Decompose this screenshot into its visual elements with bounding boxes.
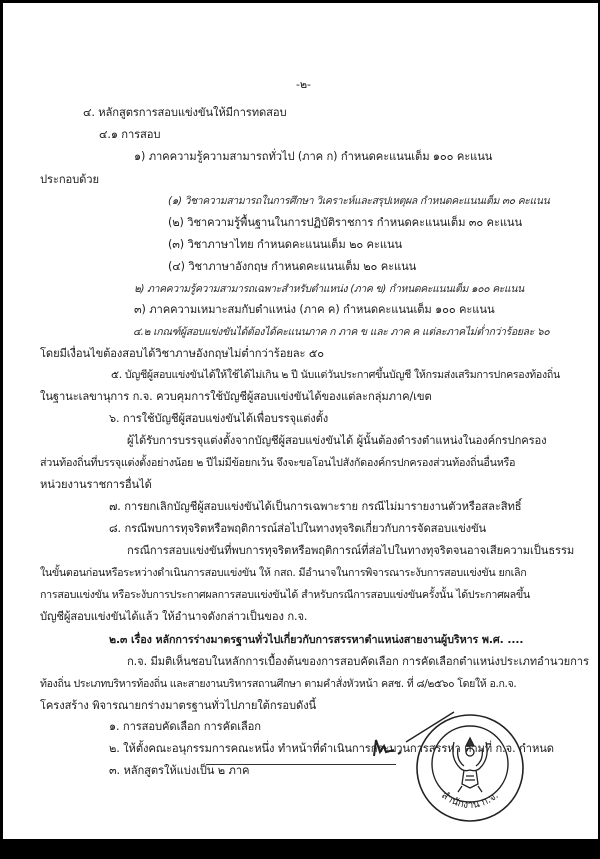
section-4-2-cont-line: โดยมีเงื่อนไขต้องสอบได้วิชาภาษอังกฤษไม่ต่ำกว่าร้อยละ ๕๐ — [40, 347, 324, 360]
part-a-line: ๑) ภาคความรู้ความสามารถทั่วไป (ภาค ก) กำหนดคะแนนเต็ม ๑๐๐ คะแนน — [134, 150, 493, 163]
section-8-para-line-3: การสอบแข่งขัน หรือระงับการประกาศผลการสอบแข่งขันได้ สำหรับกรณีการสอบแข่งขันครั้งนั้น ได้ประกาศผลขึ้น — [40, 588, 530, 601]
section-5-line: ๕. บัญชีผู้สอบแข่งขันได้ให้ใช้ได้ไม่เกิน ๒ ปี นับแต่วันประกาศขึ้นบัญชี ให้กรมส่งเสริมการปกครองท้องถิ่น — [111, 369, 560, 381]
section-6-para-line-3: หน่วยงานราชการอื่นได้ — [40, 478, 152, 491]
section-4-2-line: ๔.๒ เกณฑ์ผู้สอบแข่งขันได้ต้องได้คะแนนภาค ก ภาค ข และ ภาค ค แต่ละภาคไม่ต่ำกว่าร้อยละ ๖๐ — [133, 326, 550, 338]
agenda-2-3-para-line-1: ก.จ. มีมติเห็นชอบในหลักการเบื้องต้นของการสอบคัดเลือก การคัดเลือกตำแหน่งประเภทอำนวยการ — [127, 655, 589, 668]
section-8-para-line-1: กรณีการสอบแข่งขันที่พบการทุจริตหรือพฤติการณ์ที่ส่อไปในทางทุจริตจนอาจเสียความเป็นธรรม — [127, 544, 575, 557]
part-c-line: ๓) ภาคความเหมาะสมกับตำแหน่ง (ภาค ค) กำหนดคะแนนเต็ม ๑๐๐ คะแนน — [134, 303, 495, 316]
part-b-line: ๒) ภาคความรู้ความสามารถเฉพาะสำหรับตำแหน่ง (ภาค ข) กำหนดคะแนนเต็ม ๑๐๐ คะแนน — [134, 283, 524, 295]
section-5-cont-line: ในฐานะเลขานุการ ก.จ. ควบคุมการใช้บัญชีผู้สอบแข่งขันได้ของแต่ละกลุ่มภาค/เขต — [40, 390, 432, 403]
section-6-para-line-1: ผู้ได้รับการบรรจุแต่งตั้งจากบัญชีผู้สอบแข่งขันได้ ผู้นั้นต้องดำรงตำแหน่งในองค์กรปกครอง — [127, 434, 547, 447]
agenda-2-3-heading: ๒.๓ เรื่อง หลักการร่างมาตรฐานทั่วไปเกี่ยวกับการสรรหาตำแหน่งสายงานผู้บริหาร พ.ศ. .... — [109, 633, 524, 646]
section-4-heading: ๔. หลักสูตรการสอบแข่งขันให้มีการทดสอบ — [83, 106, 287, 119]
agenda-2-3-para-line-2: ท้องถิ่น ประเภทบริหารท้องถิ่น และสายงานบริหารสถานศึกษา ตามคำสั่งหัวหน้า คสช. ที่ ๘/๒๕๖๐ โดยให้ อ.ก.จ. — [40, 678, 517, 690]
criteria-item-3: ๓. หลักสูตรให้แบ่งเป็น ๒ ภาค — [109, 764, 250, 777]
office-seal-stamp — [414, 712, 526, 824]
section-8-heading: ๘. กรณีพบการทุจริตหรือพฤติการณ์ส่อไปในทางทุจริตเกี่ยวกับการจัดสอบแข่งขัน — [109, 522, 487, 535]
page-number: -๒- — [296, 78, 311, 91]
section-6-heading: ๖. การใช้บัญชีผู้สอบแข่งขันได้เพื่อบรรจุแต่งตั้ง — [109, 412, 329, 425]
criteria-item-2: ๒. ให้ตั้งคณะอนุกรรมการคณะหนึ่ง ทำหน้าที่ดำเนินการกระบวนการสรรหา ตามที่ ก.จ. กำหนด — [109, 742, 554, 755]
agenda-2-3-para-line-3: โครงสร้าง พิจารณายกร่างมาตรฐานทั่วไปภายใต้กรอบดังนี้ — [40, 699, 317, 712]
section-4-1-heading: ๔.๑ การสอบ — [99, 128, 161, 141]
garuda-emblem-icon — [453, 738, 487, 792]
signature-line — [206, 764, 396, 765]
section-7-line: ๗. การยกเลิกบัญชีผู้สอบแข่งขันได้เป็นการเฉพาะราย กรณีไม่มารายงานตัวหรือสละสิทธิ์ — [109, 500, 522, 513]
section-8-para-line-4: บัญชีผู้สอบแข่งขันได้แล้ว ให้อำนาจดังกล่าวเป็นของ ก.จ. — [40, 610, 308, 623]
stamp-label: สำนักงาน ก.จ. — [439, 790, 501, 812]
subject-1-line: (๑) วิชาความสามารถในการศึกษา วิเคราะห์และสรุปเหตุผล กำหนดคะแนนเต็ม ๓๐ คะแนน — [168, 195, 550, 207]
section-8-para-line-2: ในขั้นตอนก่อนหรือระหว่างดำเนินการสอบแข่งขัน ให้ กสถ. มีอำนาจในการพิจารณาระงับการสอบแข่งขัน ยกเลิก — [40, 566, 527, 579]
section-6-para-line-2: ส่วนท้องถิ่นที่บรรจุแต่งตั้งอย่างน้อย ๒ ปีไม่มีข้อยกเว้น จึงจะขอโอนไปสังกัดองค์กรปกครองส่วนท้องถิ่นอื่นหรือ — [40, 456, 516, 469]
svg-text:สำนักงาน ก.จ. — [439, 790, 500, 811]
subject-3-line: (๓) วิชาภาษาไทย กำหนดคะแนนเต็ม ๒๐ คะแนน — [168, 238, 403, 251]
consists-of-line: ประกอบด้วย — [40, 173, 99, 186]
criteria-item-1: ๑. การสอบคัดเลือก การคัดเลือก — [109, 720, 261, 733]
subject-2-line: (๒) วิชาความรู้พื้นฐานในการปฏิบัติราชการ กำหนดคะแนนเต็ม ๓๐ คะแนน — [168, 216, 523, 229]
subject-4-line: (๔) วิชาภาษาอังกฤษ กำหนดคะแนนเต็ม ๒๐ คะแนน — [168, 260, 417, 273]
